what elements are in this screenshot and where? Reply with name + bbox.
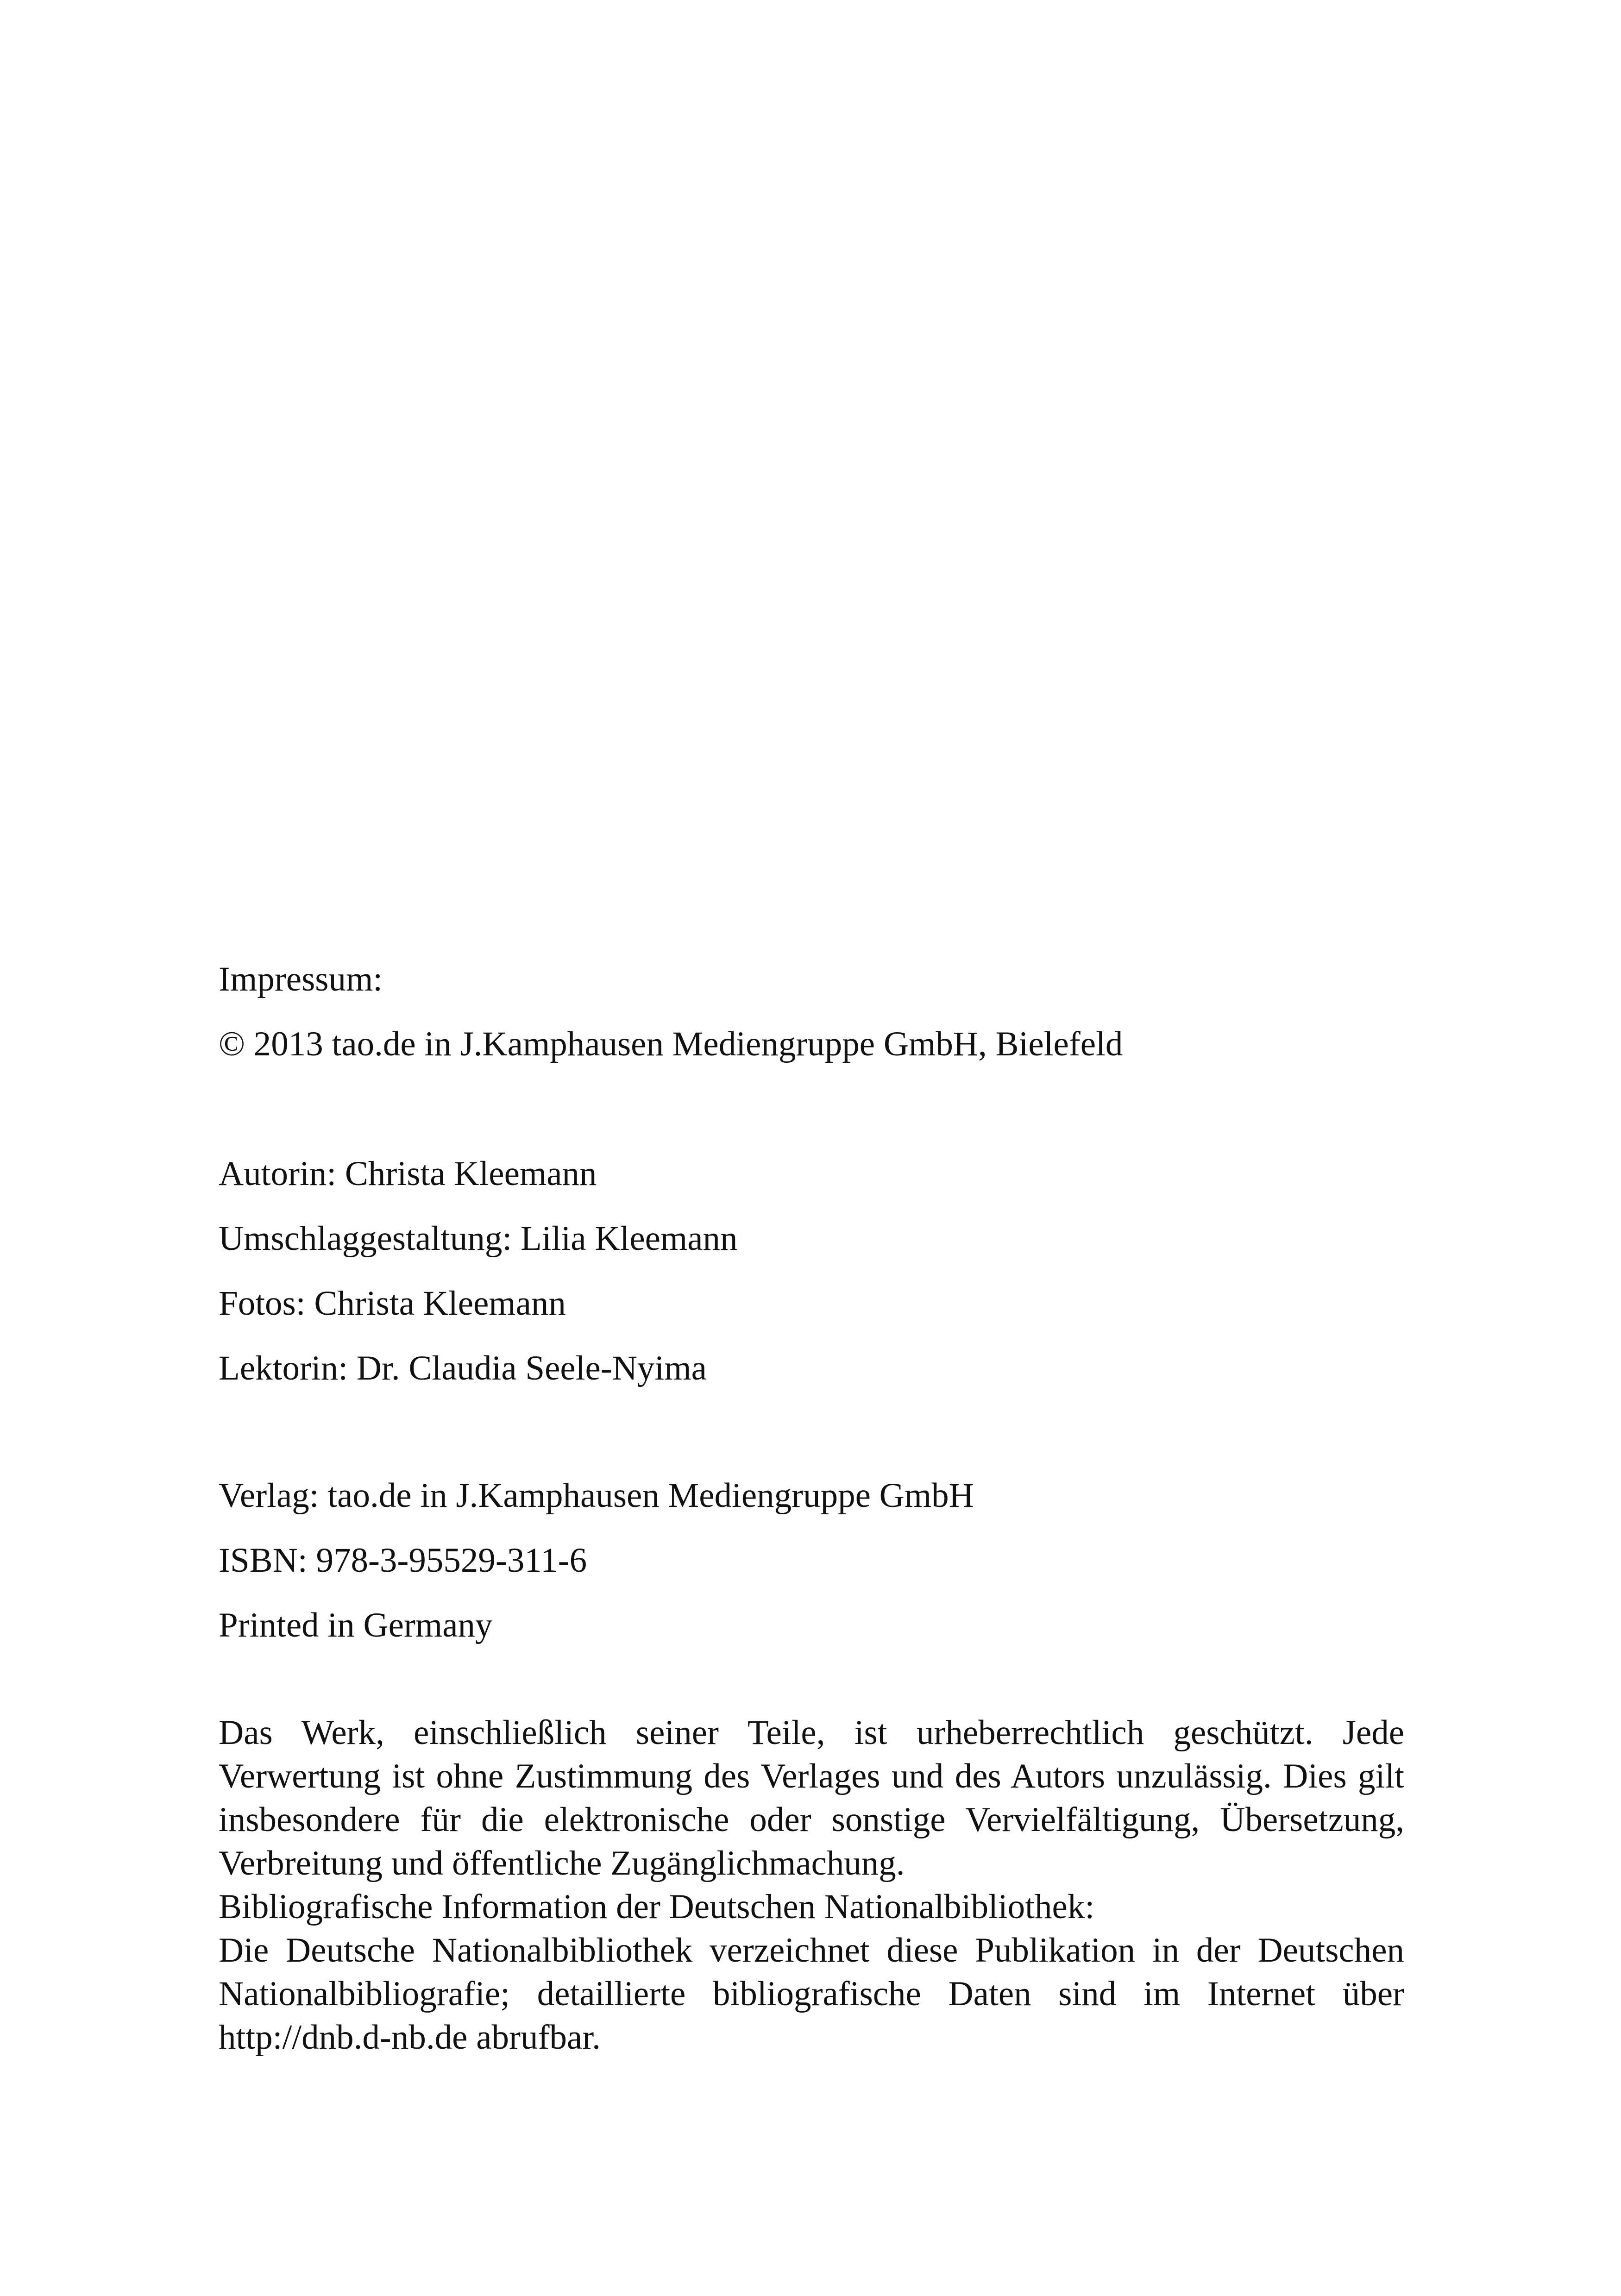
rights-notice: Das Werk, einschließlich seiner Teile, ist urheberrechtlich geschützt. Jede Verwertung ist ohne Zustimmung des Verlages und des Autors unzulässig. Dies gilt insbesondere für die elektronische oder sonstige Vervielfältigung, Übersetzung, Verbreitung und öffentliche Zugänglichmachung. (219, 1713, 1404, 1882)
credit-cover-design: Umschlaggestaltung: Lilia Kleemann (219, 1219, 738, 1258)
legal-notice (219, 1711, 1404, 2059)
publisher-line: Verlag: tao.de in J.Kamphausen Mediengruppe GmbH (219, 1476, 974, 1515)
credits-list (219, 1142, 1404, 1401)
imprint-block (219, 947, 1404, 2059)
copyright-line: © 2013 tao.de in J.Kamphausen Mediengruppe GmbH, Bielefeld (219, 1025, 1123, 1063)
credit-photos: Fotos: Christa Kleemann (219, 1284, 566, 1323)
publishing-info (219, 1463, 1404, 1658)
imprint-heading: Impressum: (219, 960, 383, 998)
printed-in-line: Printed in Germany (219, 1606, 493, 1644)
bibliographic-heading: Bibliografische Information der Deutschen Nationalbibliothek: (219, 1888, 1095, 1926)
credit-editor: Lektorin: Dr. Claudia Seele-Nyima (219, 1349, 707, 1387)
credit-author: Autorin: Christa Kleemann (219, 1154, 597, 1193)
bibliographic-text: Die Deutsche Nationalbibliothek verzeichnet diese Publikation in der Deutschen Nationalbibliografie; detaillierte bibliografische Daten sind im Internet über http://dnb.d-nb.de abrufbar. (219, 1931, 1404, 2057)
spacer (219, 1077, 1404, 1142)
spacer (219, 1401, 1404, 1463)
isbn-line: ISBN: 978-3-95529-311-6 (219, 1541, 587, 1580)
